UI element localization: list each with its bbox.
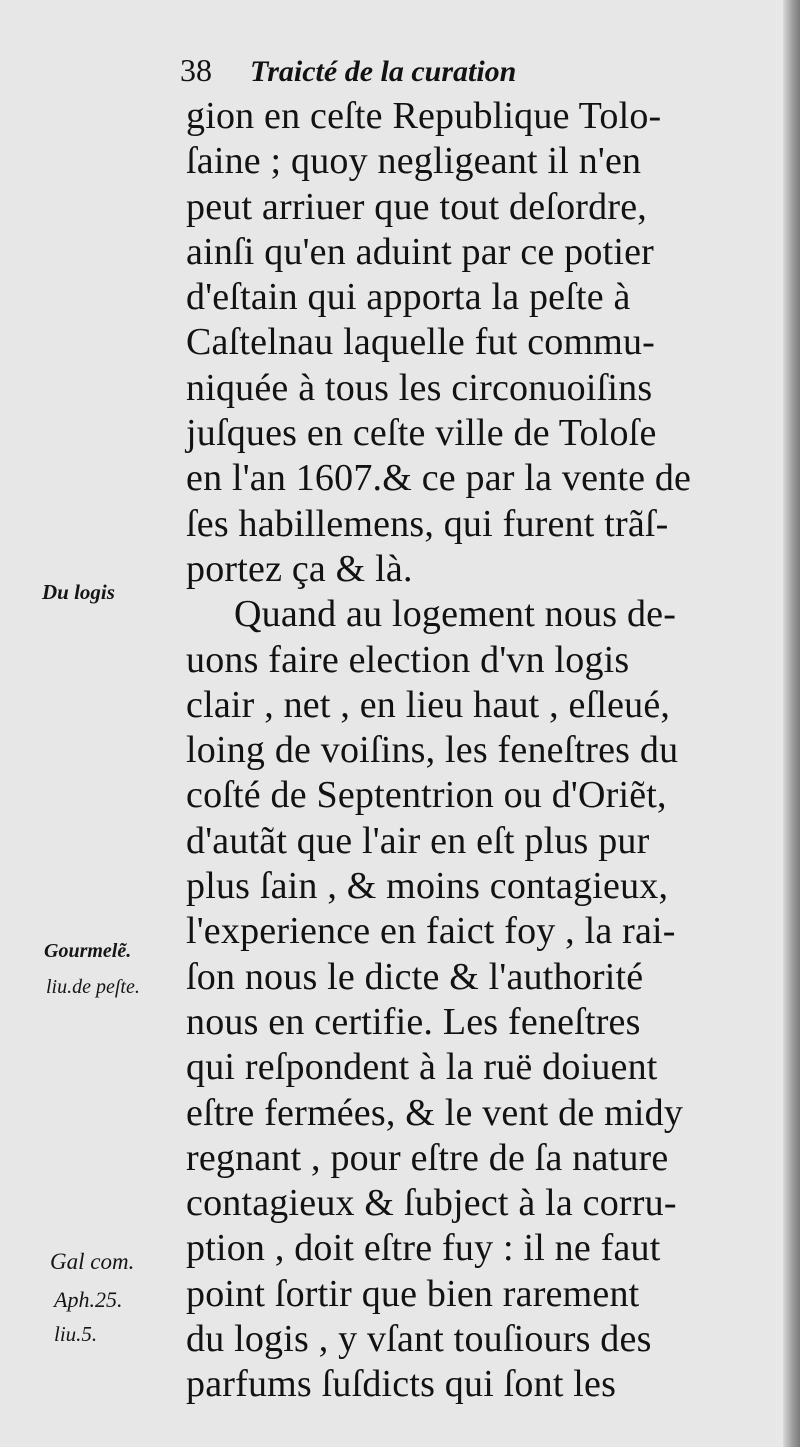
- text-line: ſon nous le dicte & l'authorité: [186, 955, 644, 998]
- text-line: ſes habillemens, qui furent trãſ-: [186, 502, 669, 545]
- text-line: parfums ſuſdicts qui ſont les: [186, 1363, 617, 1406]
- text-line: d'autãt que l'air en eſt plus pur: [186, 819, 650, 862]
- text-line: plus ſain , & moins contagieux,: [186, 865, 669, 908]
- text-line: clair , net , en lieu haut , eſleué,: [186, 683, 671, 726]
- page-number: 38: [180, 52, 212, 88]
- page-header: [180, 52, 780, 92]
- text-line: qui reſpondent à la ruë doiuent: [186, 1046, 658, 1089]
- text-line: contagieux & ſubject à la corru-: [186, 1182, 677, 1225]
- text-line: d'eſtain qui apporta la peſte à: [186, 276, 631, 319]
- text-line: eſtre fermées, & le vent de midy: [186, 1091, 684, 1134]
- bleed-through-left: [0, 0, 150, 1447]
- paragraph-start-line: Quand au logement nous de-: [234, 593, 677, 636]
- text-line: en l'an 1607.& ce par la vente de: [186, 457, 692, 500]
- text-line: portez ça & là.: [186, 547, 413, 590]
- text-line: niquée à tous les circonuoiſins: [186, 366, 653, 409]
- marginal-citation-galen-aphorism: Aph.25.: [54, 1287, 123, 1312]
- text-line: Caſtelnau laquelle fut commu-: [186, 321, 656, 364]
- text-line: ainſi qu'en aduint par ce potier: [186, 230, 655, 273]
- text-line: regnant , pour eſtre de ſa nature: [186, 1136, 669, 1179]
- marginal-citation-gourmelen: Gourmelẽ.: [44, 940, 132, 962]
- text-line: ſaine ; quoy negligeant il n'en: [186, 140, 642, 183]
- text-line: point ſortir que bien rarement: [186, 1272, 640, 1315]
- body-text: [186, 94, 780, 1408]
- text-line: juſques en ceſte ville de Toloſe: [186, 412, 657, 455]
- text-line: uons faire election d'vn logis: [186, 638, 630, 681]
- marginal-citation-gourmelen-book: liu.de peſte.: [46, 976, 140, 998]
- text-line: ption , doit eſtre fuy : il ne faut: [186, 1227, 661, 1270]
- text-line: peut arriuer que tout deſordre,: [186, 185, 647, 228]
- marginal-citation-galen-book: liu.5.: [54, 1322, 98, 1346]
- text-line: loing de voiſins, les feneſtres du: [186, 729, 679, 772]
- text-line: nous en certifie. Les feneſtres: [186, 1000, 641, 1043]
- text-line: l'experience en faict foy , la rai-: [186, 910, 676, 953]
- running-title: Traicté de la curation: [250, 55, 517, 88]
- text-line: gion en ceſte Republique Tolo-: [186, 95, 662, 137]
- marginal-citation-galen: Gal com.: [50, 1249, 135, 1274]
- spine-shadow: [783, 0, 800, 1447]
- text-line: du logis , y vſant touſiours des: [186, 1318, 652, 1361]
- text-line: coſté de Septentrion ou d'Oriẽt,: [186, 774, 667, 817]
- marginal-note-du-logis: Du logis: [42, 580, 115, 604]
